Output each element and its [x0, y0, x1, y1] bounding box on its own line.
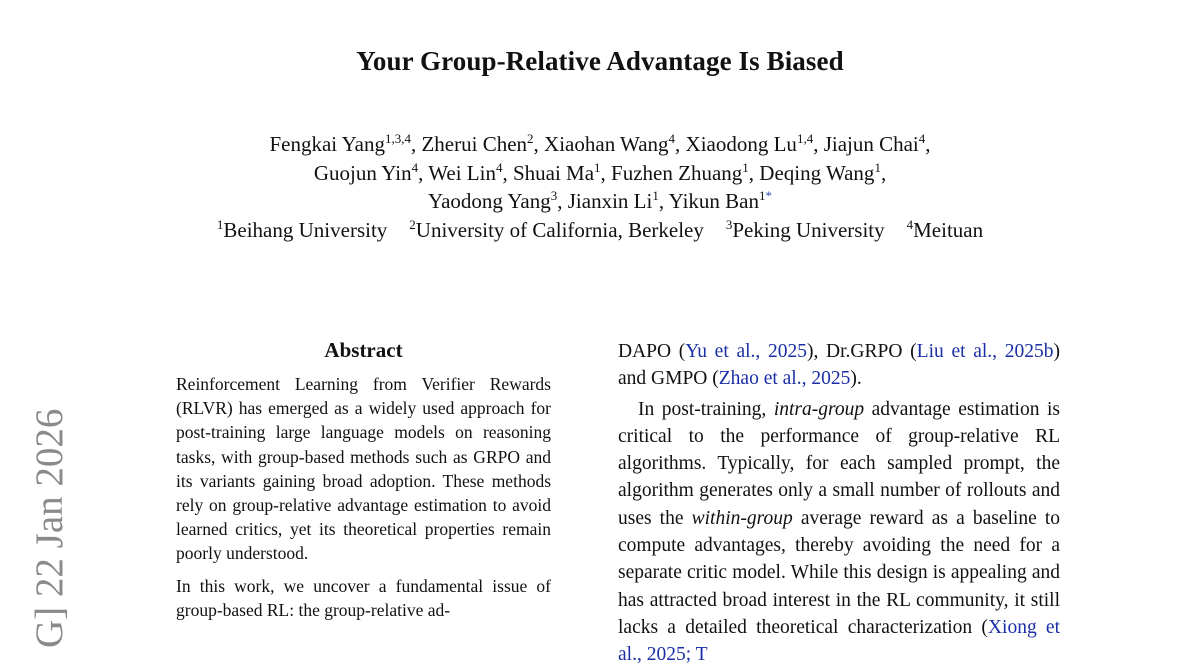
affiliation-marker: 1: [216, 217, 224, 232]
author-line: [0, 130, 1200, 159]
author-separator: ,: [557, 189, 568, 213]
body-text: ), Dr.GRPO (: [806, 341, 917, 362]
author-affiliation-marker: 1: [594, 159, 601, 175]
author-affiliation-marker: 1: [758, 188, 766, 203]
author-affiliation-marker: 1: [742, 159, 749, 175]
affiliation-marker: 4: [906, 217, 914, 232]
affiliation-name: Peking University: [732, 218, 885, 242]
affiliation-marker: 2: [409, 217, 416, 232]
body-text: DAPO (: [618, 341, 686, 362]
paper-title: Your Group-Relative Advantage Is Biased: [356, 46, 844, 76]
abstract-section: [176, 337, 551, 630]
author-name: Wei Lin: [428, 160, 496, 185]
affiliation: [726, 216, 885, 244]
author-name: Fengkai Yang: [269, 132, 385, 156]
author-separator: ,: [410, 132, 422, 156]
author-name: Guojun Yin: [313, 160, 412, 185]
author-affiliation-marker: 4: [411, 159, 419, 175]
body-text: average reward as a baseline to compute advantages, thereby avoiding the need for a separate critic model. While this design is appealing and has attracted broad interest in the RL community, it still lacks a detailed theoretical characterization (: [618, 507, 1061, 638]
body-paragraph-1: [618, 338, 1060, 393]
author-affiliation-marker: 2: [527, 131, 534, 146]
citation-link[interactable]: Zhao et al., 2025: [718, 368, 851, 390]
body-text: ) and GMPO (: [618, 341, 1060, 390]
author-separator: ,: [658, 189, 669, 213]
abstract-heading: Abstract: [324, 338, 403, 362]
abstract-paragraph-1: Reinforcement Learning from Verifier Rewards (RLVR) has emerged as a widely used approach for post-training large language models on reasoning tasks, with group-based methods such as GRPO and its variants gaining broad adoption. These methods rely on group-relative advantage estimation to avoid learned critics, yet its theoretical properties remain poorly understood.: [176, 374, 551, 564]
author-name: Yaodong Yang: [428, 189, 551, 213]
author-name: Deqing Wang: [759, 160, 875, 185]
author-name: Xiaodong Lu: [685, 132, 797, 156]
author-affiliation-marker: 3: [550, 188, 558, 203]
author-separator: ,: [880, 160, 887, 185]
author-list: [0, 130, 1200, 216]
author-affiliation-marker: 1,3,4: [384, 131, 411, 146]
author-affiliation-marker: 4: [668, 131, 676, 146]
body-text: ).: [850, 368, 862, 390]
author-affiliation-marker: 1: [652, 188, 659, 203]
emphasis-text: within-group: [691, 507, 793, 529]
emphasis-text: intra-group: [773, 398, 865, 420]
author-affiliation-marker: 1: [874, 159, 881, 175]
author-name: Zherui Chen: [421, 132, 528, 156]
arxiv-side-stamp: G] 22 Jan 2026: [28, 408, 71, 648]
author-separator: ,: [925, 132, 931, 156]
author-name: Jiajun Chai: [823, 132, 919, 156]
author-separator: ,: [748, 160, 760, 185]
author-separator: ,: [502, 160, 513, 185]
affiliation: [217, 216, 387, 244]
affiliation-name: Meituan: [913, 218, 984, 242]
introduction-column: [618, 338, 1060, 669]
citation-link[interactable]: Yu et al., 2025: [685, 341, 807, 362]
author-name: Fuzhen Zhuang: [611, 160, 743, 185]
corresponding-author-mark: *: [765, 188, 772, 203]
body-text: In post-training,: [638, 398, 774, 420]
author-separator: ,: [600, 160, 612, 185]
body-paragraph-2: [618, 396, 1060, 669]
author-name: Yikun Ban: [668, 189, 759, 213]
author-separator: ,: [675, 132, 686, 156]
author-separator: ,: [813, 132, 824, 156]
author-affiliation-marker: 4: [918, 131, 926, 146]
author-separator: ,: [533, 132, 545, 156]
author-name: Shuai Ma: [512, 160, 595, 185]
author-affiliation-marker: 1,4: [796, 131, 814, 146]
body-text: advantage estimation is critical to the performance of group-relative RL algorithms. Typically, for each sampled prompt, the algorithm generates only a small number of rollouts and uses the: [618, 398, 1060, 529]
affiliation-marker: 3: [725, 217, 733, 232]
affiliation: [907, 216, 983, 244]
author-separator: ,: [418, 160, 429, 185]
affiliation: [409, 216, 704, 244]
citation-link[interactable]: Xiong et al., 2025; T: [618, 616, 1061, 666]
abstract-paragraph-2: In this work, we uncover a fundamental issue of group-based RL: the group-relative ad-: [176, 575, 551, 620]
author-line: [0, 159, 1200, 188]
author-affiliation-marker: 4: [495, 159, 503, 175]
affiliation-name: University of California, Berkeley: [415, 218, 704, 242]
author-line: [0, 187, 1200, 216]
author-name: Xiaohan Wang: [544, 132, 669, 156]
citation-link[interactable]: Liu et al., 2025b: [916, 341, 1054, 362]
affiliation-list: [0, 216, 1200, 244]
author-name: Jianxin Li: [567, 189, 653, 213]
affiliation-name: Beihang University: [223, 218, 388, 242]
